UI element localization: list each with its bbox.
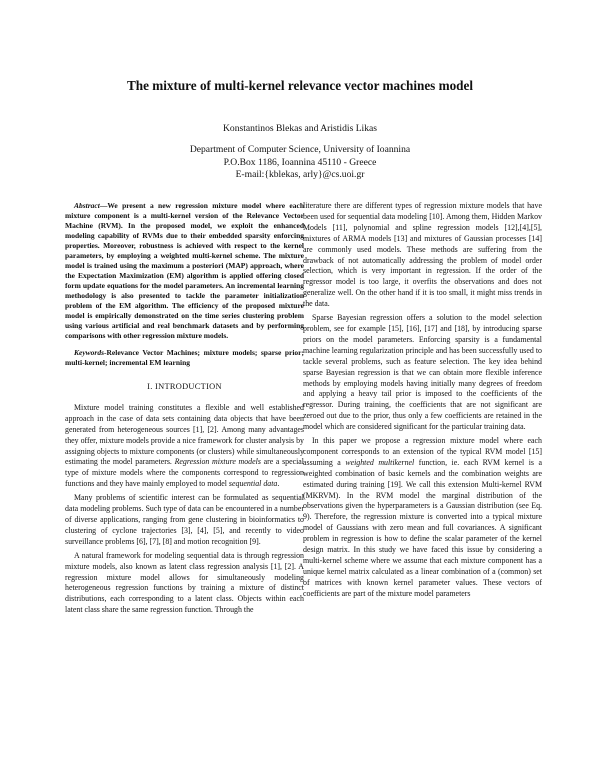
body-paragraph: literature there are different types of regression mixture models that have been used for sequential data modeling [10]. Among them, Hidden Markov Models [11], polynomial and spline regression models [12],[4],[5], mixtures of ARMA models [13] and mixtures of Gaussian processes [14] are commonly used models. These methods are suffering from the drawback of not automatically addressing the problem of model order selection, which is very important in regression. If the order of the regressor model is too large, it overfits the observations and does not generalize well. On the other hand if it is too small, it might miss trends in the data. <box>303 201 542 309</box>
body-paragraph: A natural framework for modeling sequential data is through regression mixture models, also known as latent class regression analysis [1], [2]. A regression mixture model allows for simultaneously modeling heterogeneous regression functions by training a mixture of distinct distributions, each corresponding to a latent class. Objects within each latent class share the same regression function. Through the <box>65 550 304 615</box>
body-paragraph: Many problems of scientific interest can be formulated as sequential data modeling problems. Such type of data can be encountered in a number of diverse applications, ranging from gene clustering in bioinformatics to clustering of cyclone trajectories [3], [4], [5], and recently to video surveillance problems [6], [7], [8] and motion recognition [9]. <box>65 493 304 546</box>
left-column <box>65 201 304 619</box>
section-heading-introduction: I. INTRODUCTION <box>147 382 222 391</box>
abstract <box>65 201 304 341</box>
keywords <box>65 348 304 368</box>
keywords-label: Keywords <box>74 348 104 357</box>
affiliation-address: P.O.Box 1186, Ioannina 45110 - Greece <box>223 156 377 168</box>
keywords-text: -Relevance Vector Machines; mixture models; sparse prior; multi-kernel; incremental EM learning <box>65 348 304 367</box>
affiliation-email: E-mail:{kblekas, arly}@cs.uoi.gr <box>235 169 365 181</box>
affiliation <box>0 144 600 182</box>
right-column <box>303 201 542 603</box>
body-paragraph: Sparse Bayesian regression offers a solution to the model selection problem, see for example [15], [16], [17] and [18], by introducing sparse priors on the model parameters. Enforcing sparsity is a fundamental machine learning regularization principle and has been successfully used to tackle several problems, such as feature selection. The key idea behind sparse Bayesian regression is that we can obtain more flexible inference methods by employing models having initially many degrees of freedom and applying a heavy tail prior is imposed to the coefficients of the regressor. During training, the coefficients that are not significant are zeroed out due to the prior, thus only a few coefficients are retained in the model which are considered significant for the particular training data. <box>303 313 542 432</box>
abstract-label: Abstract <box>74 201 100 210</box>
body-paragraph: Mixture model training constitutes a flexible and well established approach in the case of data sets containing data objects that have been generated from heterogeneous sources [1], [2]. Among many advantages they offer, mixture models provide a nice framework for cluster analysis by assigning objects to mixture components (or clusters) while simultaneously estimating the model parameters. Regression mixture models are a special type of mixture models where the components correspond to regression functions and they have mainly employed to model sequential data. <box>65 402 304 489</box>
paper-title: The mixture of multi-kernel relevance vector machines model <box>126 78 474 93</box>
abstract-text: —We present a new regression mixture model where each mixture component is a multi-kernel version of the Relevance Vector Machine (RVM). In the proposed model, we exploit the enhanced modeling capability of RVMs due to their embedded sparsity enforcing properties. Moreover, robustness is achieved with respect to the kernel parameters, by employing a weighted multi-kernel scheme. The mixture model is trained using the maximum a posteriori (MAP) approach, where the Expectation Maximization (EM) algorithm is applied offering closed form update equations for the model parameters. An incremental learning methodology is also presented to tackle the parameter initialization problem of the EM algorithm. The efficiency of the proposed mixture model is empirically demonstrated on the time series clustering problem using various artificial and real benchmark datasets and by performing comparisons with other regression mixture models. <box>65 201 304 340</box>
authors: Konstantinos Blekas and Aristidis Likas <box>222 123 378 134</box>
body-paragraph: In this paper we propose a regression mixture model where each component corresponds to an extension of the typical RVM model [15] assuming a weighted multikernel function, ie. each RVM kernel is a weighted combination of basic kernels and the combination weights are estimated during training [19]. We call this extension Multi-kernel RVM (MKRVM). In the RVM model the marginal distribution of the observations given the hyperparameters is a Gaussian distribution (see Eq. 9). Therefore, the regression mixture is converted into a typical mixture model of Gaussians with zero mean and full covariances. A significant problem in regression is how to define the scalar parameter of the kernel design matrix. In this study we have faced this issue by considering a multi-kernel scheme where we assume that each mixture component has a unique kernel matrix calculated as a linear combination of a (common) set of matrices with known kernel parameter values. These vectors of coefficients are part of the mixture model parameters <box>303 436 542 598</box>
affiliation-department: Department of Computer Science, University of Ioannina <box>189 144 411 155</box>
